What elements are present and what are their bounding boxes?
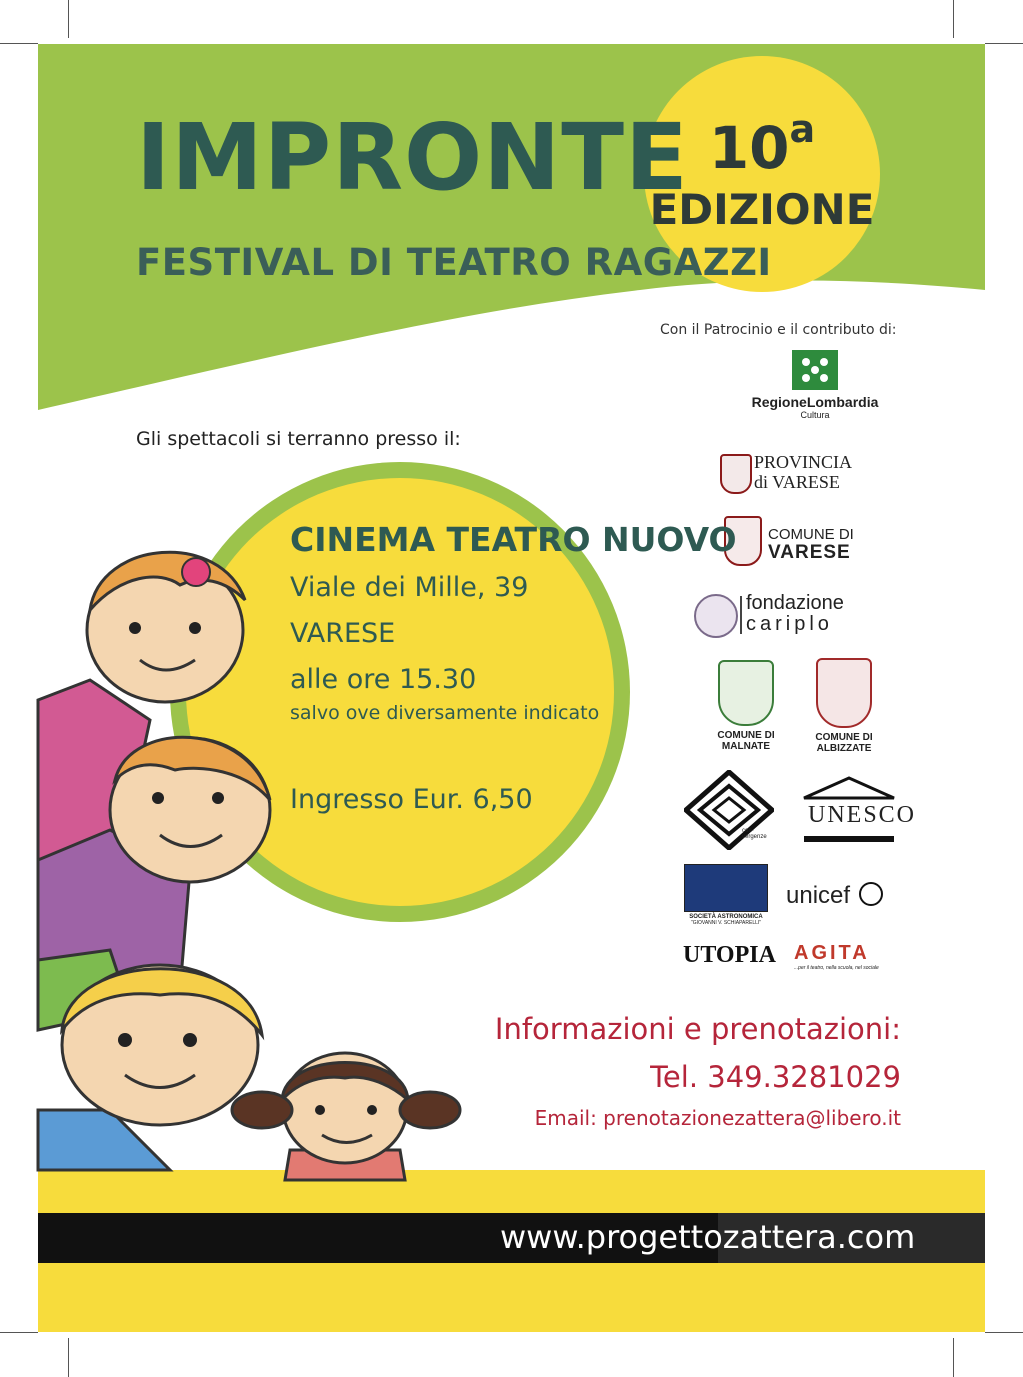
regione-lombardia-logo — [740, 350, 890, 420]
agita-label: AGITA — [794, 942, 870, 964]
venue-price: Ingresso Eur. 6,50 — [290, 784, 533, 815]
provincia-line1: PROVINCIA — [754, 452, 853, 472]
societa-sky-icon — [684, 864, 768, 912]
unicef-globe-icon — [859, 882, 883, 906]
malnate-crest-icon — [718, 660, 774, 726]
albizzate-crest-icon — [816, 658, 872, 728]
unesco-logo — [802, 776, 917, 846]
unesco-label: UNESCO — [808, 802, 917, 828]
albizzate-line1: COMUNE DI — [815, 732, 873, 743]
convergenze-logo — [684, 770, 774, 850]
comune-varese-logo — [720, 508, 870, 568]
malnate-line2: MALNATE — [721, 741, 771, 752]
albizzate-line2: ALBIZZATE — [816, 743, 872, 754]
venue-time: alle ore 15.30 — [290, 664, 477, 695]
fondazione-line2: cariplo — [746, 613, 833, 635]
festival-title: IMPRONTE — [136, 104, 689, 211]
comune-varese-line1: COMUNE DI — [768, 526, 854, 543]
edition-badge — [644, 107, 880, 234]
venue-name: CINEMA TEATRO NUOVO — [290, 520, 737, 559]
info-phone[interactable]: Tel. 349.3281029 — [650, 1060, 901, 1094]
edition-number: 10 — [708, 114, 790, 182]
provincia-varese-logo — [720, 452, 865, 494]
societa-astronomica-logo — [684, 864, 768, 934]
agita-logo — [794, 942, 898, 971]
provincia-shield-icon — [720, 454, 752, 494]
venue-note: salvo ove diversamente indicato — [290, 702, 600, 724]
edition-superscript: a — [789, 107, 816, 151]
regione-sub: Cultura — [800, 410, 830, 420]
comune-varese-line2: VARESE — [768, 542, 851, 563]
agita-tagline: ...per il teatro, nella scuola, nel sociale — [794, 965, 879, 971]
venue-intro: Gli spettacoli si terranno presso il: — [136, 428, 461, 450]
societa-line2: "GIOVANNI V. SCHIAPARELLI" — [690, 920, 762, 926]
provincia-line2: di VARESE — [754, 472, 840, 492]
venue-city: VARESE — [290, 618, 396, 649]
comune-albizzate-logo — [796, 658, 892, 754]
fondazione-cariplo-logo — [694, 592, 894, 640]
unicef-label: unicef — [786, 882, 851, 909]
info-email[interactable]: Email: prenotazionezattera@libero.it — [534, 1106, 901, 1130]
societa-line1: SOCIETÀ ASTRONOMICA — [689, 914, 763, 920]
convergenze-label: con-vergenze — [742, 828, 767, 840]
festival-subtitle: FESTIVAL DI TEATRO RAGAZZI — [136, 241, 772, 284]
fondazione-line1: fondazione — [746, 592, 844, 614]
comune-malnate-logo — [700, 660, 792, 752]
regione-name: RegioneLombardia — [751, 394, 879, 410]
unicef-logo — [786, 882, 906, 912]
website-link[interactable]: www.progettozattera.com — [500, 1218, 916, 1256]
venue-address: Viale dei Mille, 39 — [290, 572, 529, 603]
regione-rosa-icon — [792, 350, 838, 390]
edition-word: EDIZIONE — [649, 185, 875, 234]
patronage-label: Con il Patrocinio e il contributo di: — [660, 322, 897, 338]
info-title: Informazioni e prenotazioni: — [494, 1012, 901, 1046]
fondazione-seal-icon — [694, 594, 738, 638]
malnate-line1: COMUNE DI — [717, 730, 775, 741]
utopia-logo: UTOPIA — [683, 942, 776, 968]
